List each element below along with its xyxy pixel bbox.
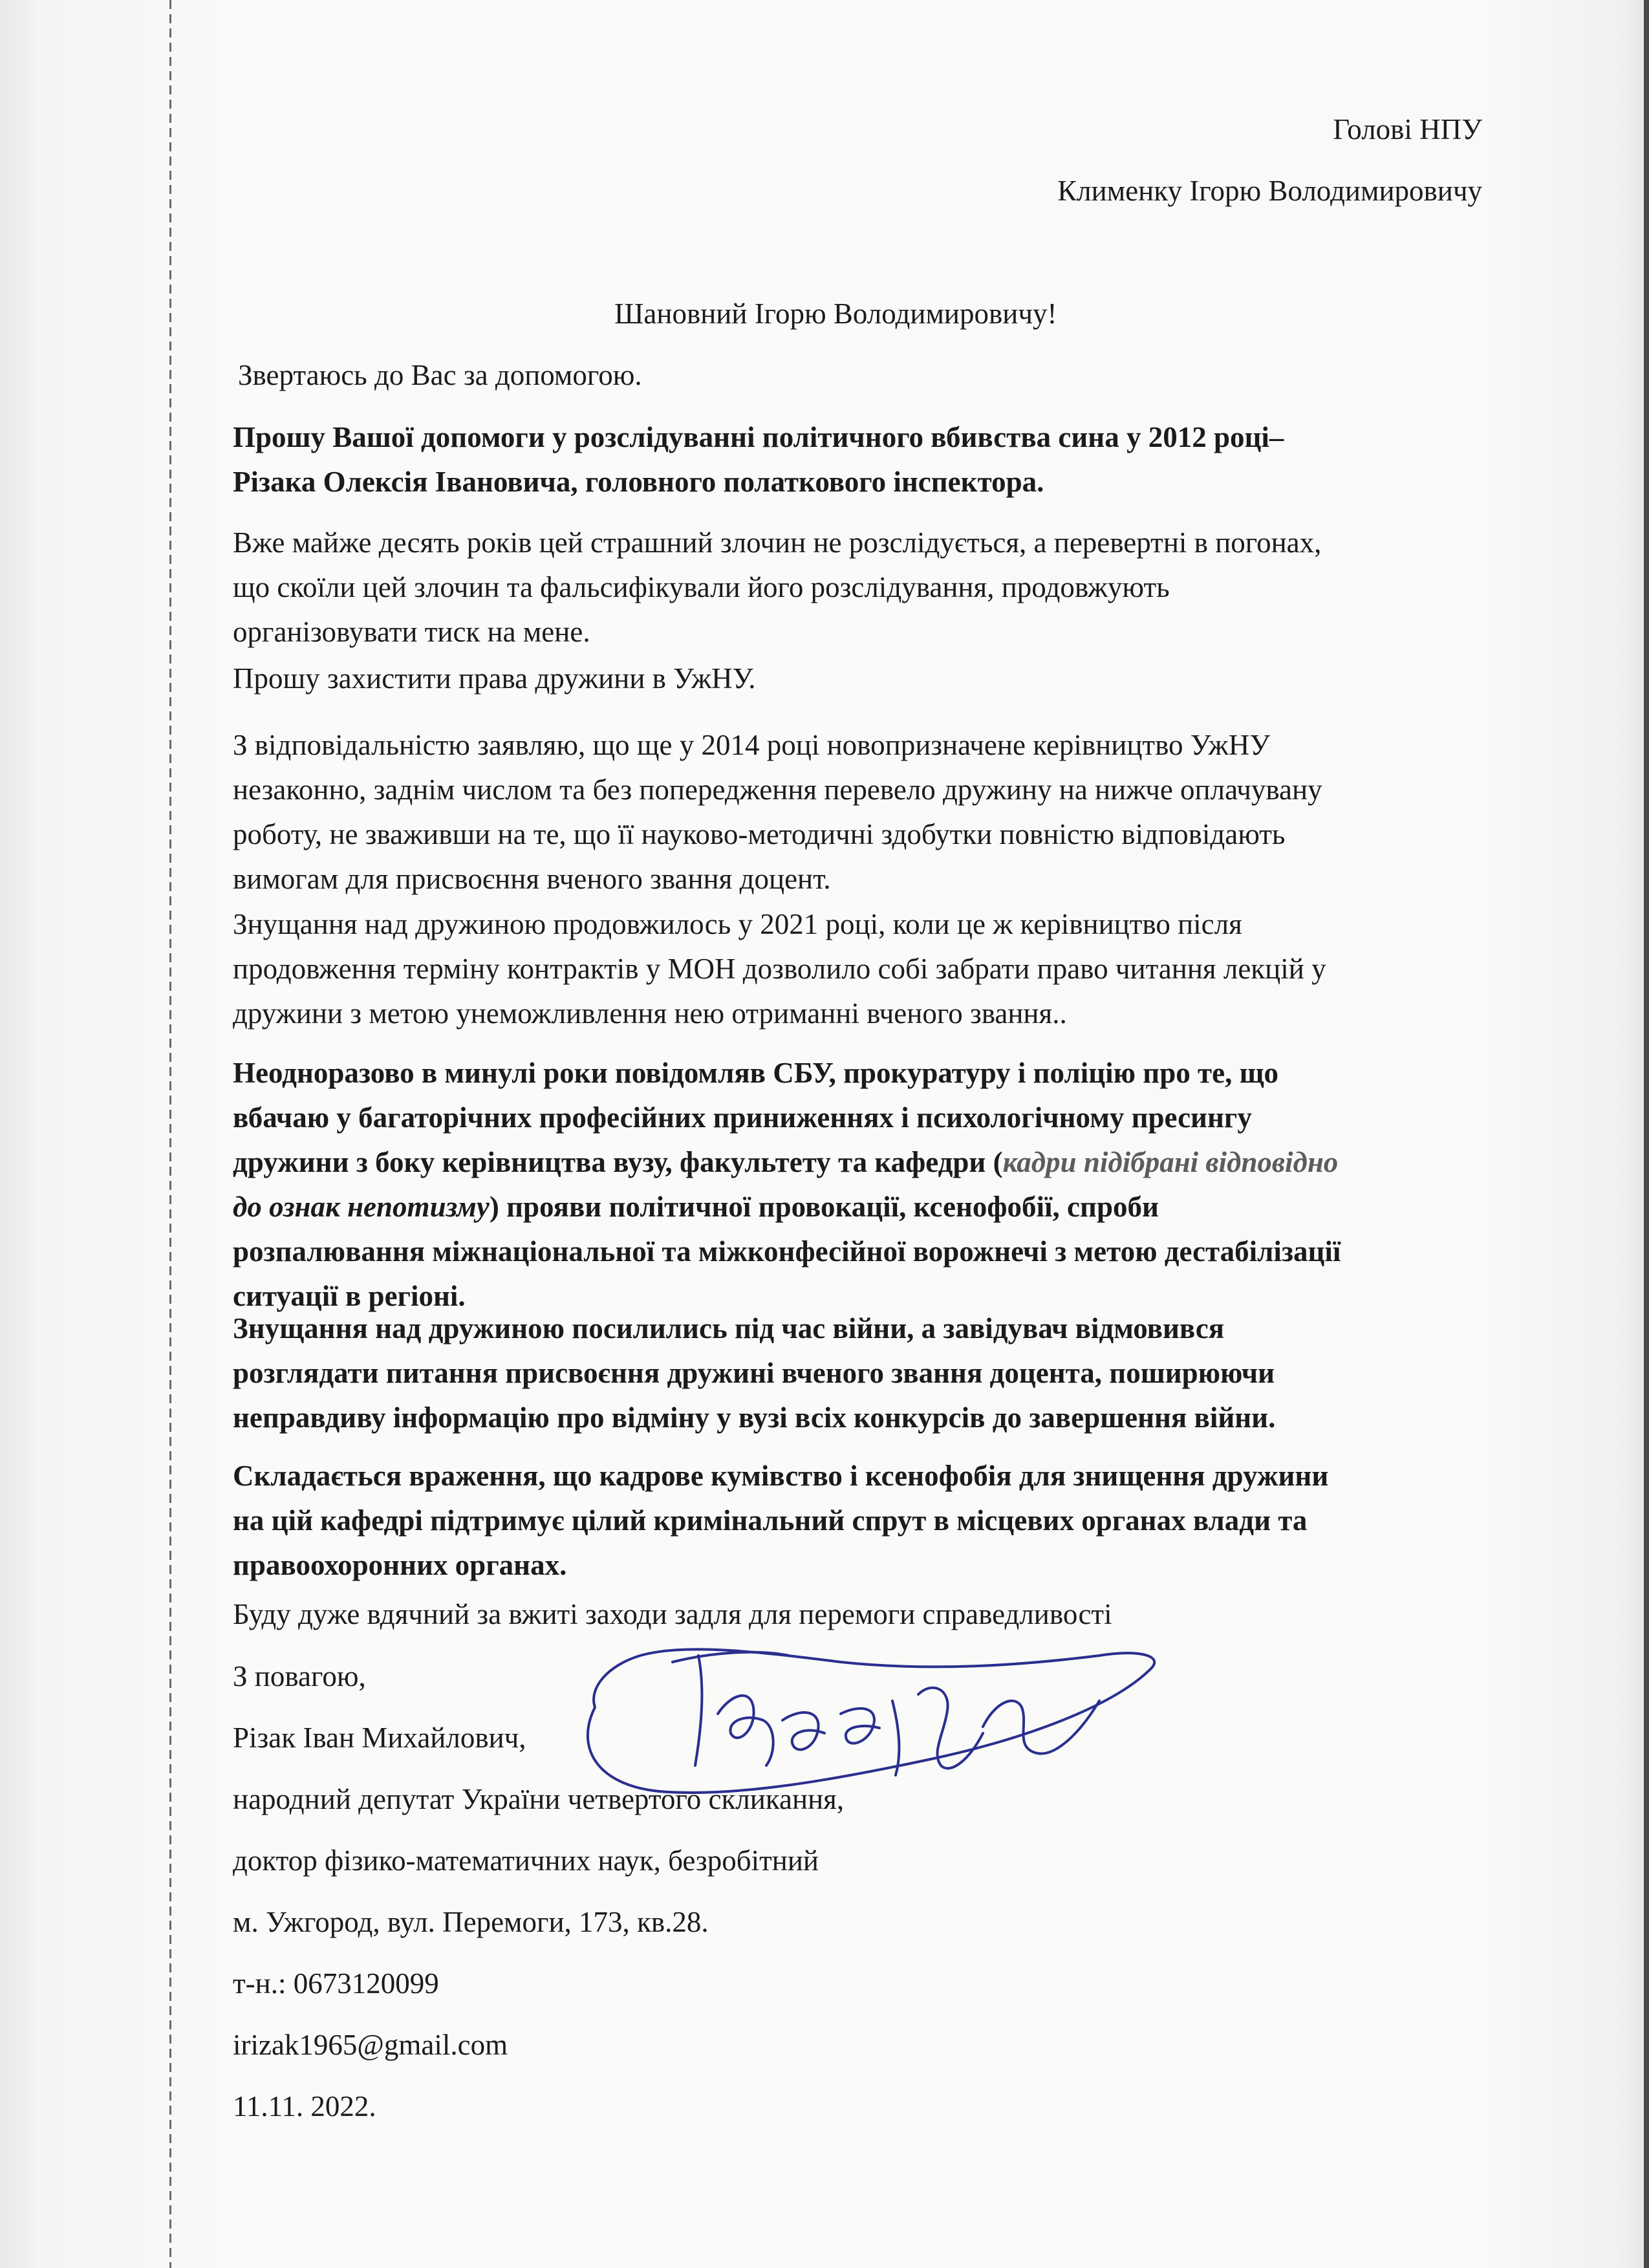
addressee-line-1: Голові НПУ <box>1333 113 1482 146</box>
paragraph-line: неправдиву інформацію про відміну у вузі всіх конкурсів до завершення війни. <box>233 1401 1276 1434</box>
scan-edge <box>1644 0 1649 2268</box>
paragraph-segment-italic: до ознак непотизму <box>233 1191 490 1223</box>
paragraph-line: Прошу Вашої допомоги у розслідуванні політичного вбивства сина у 2012 році– <box>233 421 1284 453</box>
closing-regards: З повагою, <box>233 1660 366 1692</box>
paragraph-1 <box>233 415 1474 504</box>
closing-title: народний депутат України четвертого скликання, <box>233 1783 845 1815</box>
paragraph-line: Вже майже десять років цей страшний злочин не розслідується, а перевертні в погонах, <box>233 526 1322 559</box>
paragraph-line: Різака Олексія Івановича, головного полаткового інспектора. <box>233 466 1044 498</box>
intro-line: Звертаюсь до Вас за допомогою. <box>238 359 642 391</box>
paragraph-line: Знущання над дружиною посилились під час війни, а завідувач відмовився <box>233 1312 1225 1345</box>
paragraph-segment-italic: кадри підібрані відповідно <box>1002 1146 1339 1178</box>
paragraph-line: Прошу захистити права дружини в УжНУ. <box>233 662 756 695</box>
closing-date: 11.11. 2022. <box>233 2090 376 2122</box>
paragraph-line: вбачаю у багаторічних професійних приниженнях і психологічному пресингу <box>233 1101 1252 1134</box>
paragraph-5 <box>233 902 1474 1036</box>
paragraph-line: Складається враження, що кадрове кумівство і ксенофобія для знищення дружини <box>233 1460 1329 1492</box>
paragraph-segment-bold: ) прояви політичної провокації, ксенофобії, спроби <box>489 1191 1159 1223</box>
paragraph-2 <box>233 521 1474 654</box>
paragraph-line <box>233 1185 1474 1229</box>
paragraph-line: вимогам для присвоєння вченого звання доцент. <box>233 863 831 895</box>
closing-degree: доктор фізико-математичних наук, безробітний <box>233 1844 819 1877</box>
paragraph-line: що скоїли цей злочин та фальсифікували його розслідування, продовжують <box>233 571 1170 603</box>
binding-edge <box>169 0 171 2268</box>
paragraph-6 <box>233 1051 1474 1319</box>
paragraph-7 <box>233 1306 1474 1440</box>
paragraph-line: на цій кафедрі підтримує цілий кримінальний спрут в місцевих органах влади та <box>233 1504 1308 1537</box>
paragraph-line <box>233 1140 1474 1185</box>
paragraph-line: Знущання над дружиною продовжилось у 2021 році, коли це ж керівництво після <box>233 908 1242 940</box>
paragraph-line: правоохоронних органах. <box>233 1549 567 1581</box>
paragraph-line: продовження терміну контрактів у МОН дозволило собі забрати право читання лекцій у <box>233 953 1326 985</box>
handwritten-signature <box>569 1617 1177 1830</box>
paragraph-line: організовувати тиск на мене. <box>233 616 590 648</box>
salutation: Шановний Ігорю Володимировичу! <box>614 297 1057 330</box>
paragraph-line: З відповідальністю заявляю, що ще у 2014 році новопризначене керівництво УжНУ <box>233 729 1271 761</box>
paragraph-3 <box>233 656 1474 701</box>
closing-email: irizak1965@gmail.com <box>233 2029 508 2061</box>
paragraph-line: роботу, не зваживши на те, що її науково-методичні здобутки повністю відповідають <box>233 818 1286 850</box>
paragraph-line: незаконно, заднім числом та без попередження перевело дружину на нижче оплачувану <box>233 773 1322 806</box>
paragraph-line: ситуації в регіоні. <box>233 1280 466 1312</box>
paragraph-line: розглядати питання присвоєння дружині вченого звання доцента, поширюючи <box>233 1357 1275 1389</box>
paragraph-segment-bold: дружини з боку керівництва вузу, факультету та кафедри ( <box>233 1146 1003 1178</box>
closing-phone: т-н.: 0673120099 <box>233 1967 439 2000</box>
closing-name: Різак Іван Михайлович, <box>233 1722 526 1754</box>
paragraph-line: розпалювання міжнаціональної та міжконфесійної ворожнечі з метою дестабілізації <box>233 1235 1341 1268</box>
paragraph-line: Неодноразово в минулі роки повідомляв СБУ, прокуратуру і поліцію про те, що <box>233 1057 1279 1089</box>
closing-address: м. Ужгород, вул. Перемоги, 173, кв.28. <box>233 1906 709 1938</box>
paragraph-4 <box>233 723 1474 902</box>
paragraph-line: Буду дуже вдячний за вжиті заходи задля для перемоги справедливості <box>233 1598 1112 1630</box>
paragraph-line: дружини з метою унеможливлення нею отриманні вченого звання.. <box>233 997 1067 1030</box>
paragraph-8 <box>233 1454 1474 1588</box>
addressee-line-2: Клименку Ігорю Володимировичу <box>1057 175 1482 207</box>
